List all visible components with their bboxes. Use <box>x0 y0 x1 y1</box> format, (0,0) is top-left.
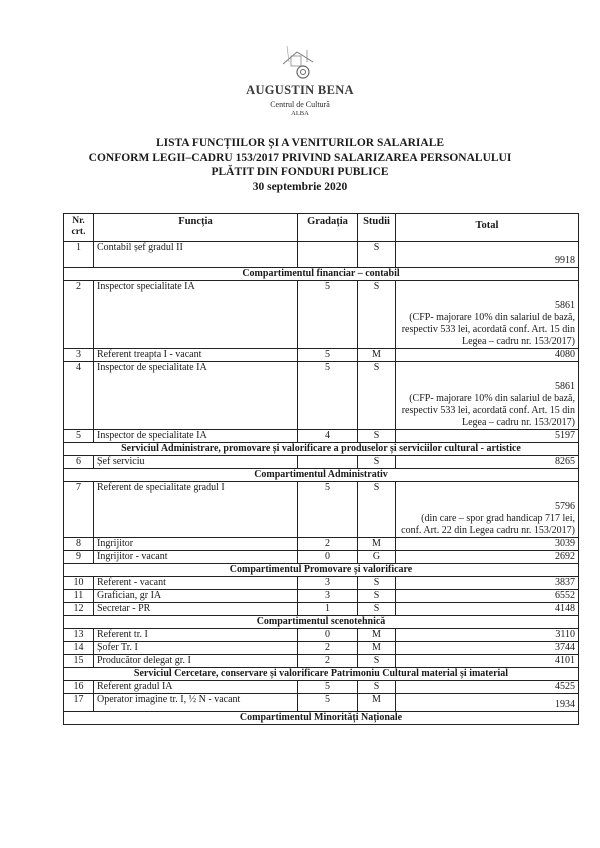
total-value: 4080 <box>555 349 575 360</box>
cell-functia: Referent - vacant <box>94 577 298 590</box>
table-row <box>64 551 579 564</box>
section-row <box>64 712 579 725</box>
table-row <box>64 281 579 349</box>
cell-total <box>396 482 579 538</box>
table-row <box>64 629 579 642</box>
section-title: Compartimentul scenotehnică <box>64 616 579 629</box>
cell-functia: Producător delegat gr. I <box>94 655 298 668</box>
cell-functia: Inspector de specialitate IA <box>94 362 298 430</box>
cell-functia: Secretar - PR <box>94 603 298 616</box>
cell-studii: M <box>358 349 396 362</box>
cell-studii: M <box>358 694 396 712</box>
total-value: 3837 <box>555 577 575 588</box>
cell-studii: S <box>358 362 396 430</box>
cell-functia: Referent de specialitate gradul I <box>94 482 298 538</box>
cell-total <box>396 538 579 551</box>
cell-studii: S <box>358 281 396 349</box>
table-row <box>64 642 579 655</box>
section-row <box>64 469 579 482</box>
total-value: 3039 <box>555 538 575 549</box>
cell-total <box>396 551 579 564</box>
cell-studii: M <box>358 642 396 655</box>
table-row <box>64 538 579 551</box>
org-city: ALBA <box>291 110 309 117</box>
cell-gradatia: 5 <box>298 694 358 712</box>
org-name: AUGUSTIN BENA <box>246 83 354 97</box>
cell-studii: S <box>358 242 396 268</box>
cell-total <box>396 577 579 590</box>
cell-gradatia: 5 <box>298 281 358 349</box>
header-nr: Nr. crt. <box>64 214 94 242</box>
cell-functia: Șofer Tr. I <box>94 642 298 655</box>
cell-nr: 11 <box>64 590 94 603</box>
title-date: 30 septembrie 2020 <box>252 180 348 193</box>
header-functia: Funcția <box>94 214 298 242</box>
logo-mark-icon <box>277 42 323 82</box>
cell-functia: Inspector specialitate IA <box>94 281 298 349</box>
cell-nr: 8 <box>64 538 94 551</box>
cell-gradatia: 5 <box>298 362 358 430</box>
header-gradatia: Gradația <box>298 214 358 242</box>
total-value: 5861 <box>555 300 575 311</box>
cell-functia: Referent tr. I <box>94 629 298 642</box>
table-row <box>64 681 579 694</box>
header-studii: Studii <box>358 214 396 242</box>
cell-studii: S <box>358 590 396 603</box>
cell-nr: 9 <box>64 551 94 564</box>
cell-total <box>396 362 579 430</box>
cell-functia: Îngrijitor <box>94 538 298 551</box>
cell-nr: 7 <box>64 482 94 538</box>
cell-total <box>396 603 579 616</box>
cell-nr: 4 <box>64 362 94 430</box>
cell-functia: Îngrijitor - vacant <box>94 551 298 564</box>
total-value: 3744 <box>555 642 575 653</box>
cell-total <box>396 694 579 712</box>
cell-gradatia: 1 <box>298 603 358 616</box>
cell-functia: Referent treapta I - vacant <box>94 349 298 362</box>
total-value: 4101 <box>555 655 575 666</box>
table-row <box>64 242 579 268</box>
total-note: (CFP- majorare 10% din salariul de bază, respectiv 533 lei, acordată conf. Art. 15 din Legea – cadru nr. 153/2017) <box>401 393 575 428</box>
cell-studii: S <box>358 577 396 590</box>
cell-functia: Inspector de specialitate IA <box>94 430 298 443</box>
cell-gradatia: 2 <box>298 538 358 551</box>
table-row <box>64 694 579 712</box>
total-value: 9918 <box>555 255 575 266</box>
table-row <box>64 482 579 538</box>
total-note: (din care – spor grad handicap 717 lei, conf. Art. 22 din Legea cadru nr. 153/2017) <box>401 513 575 536</box>
cell-nr: 16 <box>64 681 94 694</box>
cell-nr: 6 <box>64 456 94 469</box>
table-row <box>64 349 579 362</box>
total-value: 4525 <box>555 681 575 692</box>
table-row <box>64 655 579 668</box>
cell-gradatia: 5 <box>298 681 358 694</box>
cell-total <box>396 456 579 469</box>
section-row <box>64 616 579 629</box>
cell-studii: S <box>358 430 396 443</box>
cell-gradatia <box>298 242 358 268</box>
cell-nr: 10 <box>64 577 94 590</box>
cell-total <box>396 655 579 668</box>
cell-functia: Șef serviciu <box>94 456 298 469</box>
cell-nr: 5 <box>64 430 94 443</box>
total-value: 2692 <box>555 551 575 562</box>
cell-studii: G <box>358 551 396 564</box>
section-row <box>64 443 579 456</box>
cell-total <box>396 629 579 642</box>
cell-nr: 3 <box>64 349 94 362</box>
total-value: 5197 <box>555 430 575 441</box>
cell-gradatia: 0 <box>298 629 358 642</box>
section-title: Serviciul Administrare, promovare și valorificare a produselor și serviciilor cultural - artistice <box>64 443 579 456</box>
table-row <box>64 430 579 443</box>
total-value: 6552 <box>555 590 575 601</box>
cell-total <box>396 642 579 655</box>
section-row <box>64 268 579 281</box>
cell-studii: M <box>358 538 396 551</box>
cell-studii: S <box>358 655 396 668</box>
document-title <box>0 136 600 194</box>
cell-total <box>396 681 579 694</box>
table-row <box>64 603 579 616</box>
table-row <box>64 362 579 430</box>
cell-nr: 15 <box>64 655 94 668</box>
section-row <box>64 564 579 577</box>
cell-functia: Contabil șef gradul II <box>94 242 298 268</box>
total-value: 3110 <box>555 629 575 640</box>
table-row <box>64 456 579 469</box>
section-row <box>64 668 579 681</box>
cell-total <box>396 242 579 268</box>
cell-studii: S <box>358 603 396 616</box>
total-note: (CFP- majorare 10% din salariul de bază, respectiv 533 lei, acordată conf. Art. 15 din Legea – cadru nr. 153/2017) <box>401 312 575 347</box>
cell-gradatia: 0 <box>298 551 358 564</box>
table-row <box>64 590 579 603</box>
cell-gradatia: 2 <box>298 642 358 655</box>
total-value: 1934 <box>555 699 575 710</box>
total-value: 4148 <box>555 603 575 614</box>
cell-studii: S <box>358 456 396 469</box>
cell-studii: M <box>358 629 396 642</box>
cell-nr: 14 <box>64 642 94 655</box>
cell-gradatia <box>298 456 358 469</box>
cell-gradatia: 5 <box>298 482 358 538</box>
cell-nr: 13 <box>64 629 94 642</box>
cell-functia: Operator imagine tr. I, ½ N - vacant <box>94 694 298 712</box>
section-title: Compartimentul Promovare și valorificare <box>64 564 579 577</box>
table-body <box>64 242 579 725</box>
cell-total <box>396 430 579 443</box>
cell-gradatia: 5 <box>298 349 358 362</box>
cell-functia: Grafician, gr IA <box>94 590 298 603</box>
cell-total <box>396 281 579 349</box>
total-value: 8265 <box>555 456 575 467</box>
cell-studii: S <box>358 482 396 538</box>
total-value: 5796 <box>555 501 575 512</box>
cell-gradatia: 4 <box>298 430 358 443</box>
salary-table <box>63 213 579 725</box>
cell-gradatia: 2 <box>298 655 358 668</box>
cell-nr: 2 <box>64 281 94 349</box>
total-value: 5861 <box>555 381 575 392</box>
title-line: LISTA FUNCȚIILOR ȘI A VENITURILOR SALARIALE <box>155 137 445 149</box>
cell-gradatia: 3 <box>298 590 358 603</box>
section-title: Compartimentul Administrativ <box>64 469 579 482</box>
section-title: Compartimentul financiar – contabil <box>64 268 579 281</box>
cell-total <box>396 349 579 362</box>
table-row <box>64 577 579 590</box>
org-subtitle: Centrul de Cultură <box>270 100 330 109</box>
title-line: CONFORM LEGII–CADRU 153/2017 PRIVIND SALARIZAREA PERSONALULUI <box>88 151 512 164</box>
cell-gradatia: 3 <box>298 577 358 590</box>
cell-studii: S <box>358 681 396 694</box>
header-total: Total <box>396 214 579 242</box>
title-line: PLĂTIT DIN FONDURI PUBLICE <box>211 166 389 178</box>
cell-total <box>396 590 579 603</box>
cell-functia: Referent gradul IA <box>94 681 298 694</box>
cell-nr: 1 <box>64 242 94 268</box>
cell-nr: 17 <box>64 694 94 712</box>
section-title: Serviciul Cercetare, conservare și valorificare Patrimoniu Cultural material și imaterial <box>64 668 579 681</box>
cell-nr: 12 <box>64 603 94 616</box>
section-title: Compartimentul Minorități Naționale <box>64 712 579 725</box>
logo <box>0 42 600 82</box>
